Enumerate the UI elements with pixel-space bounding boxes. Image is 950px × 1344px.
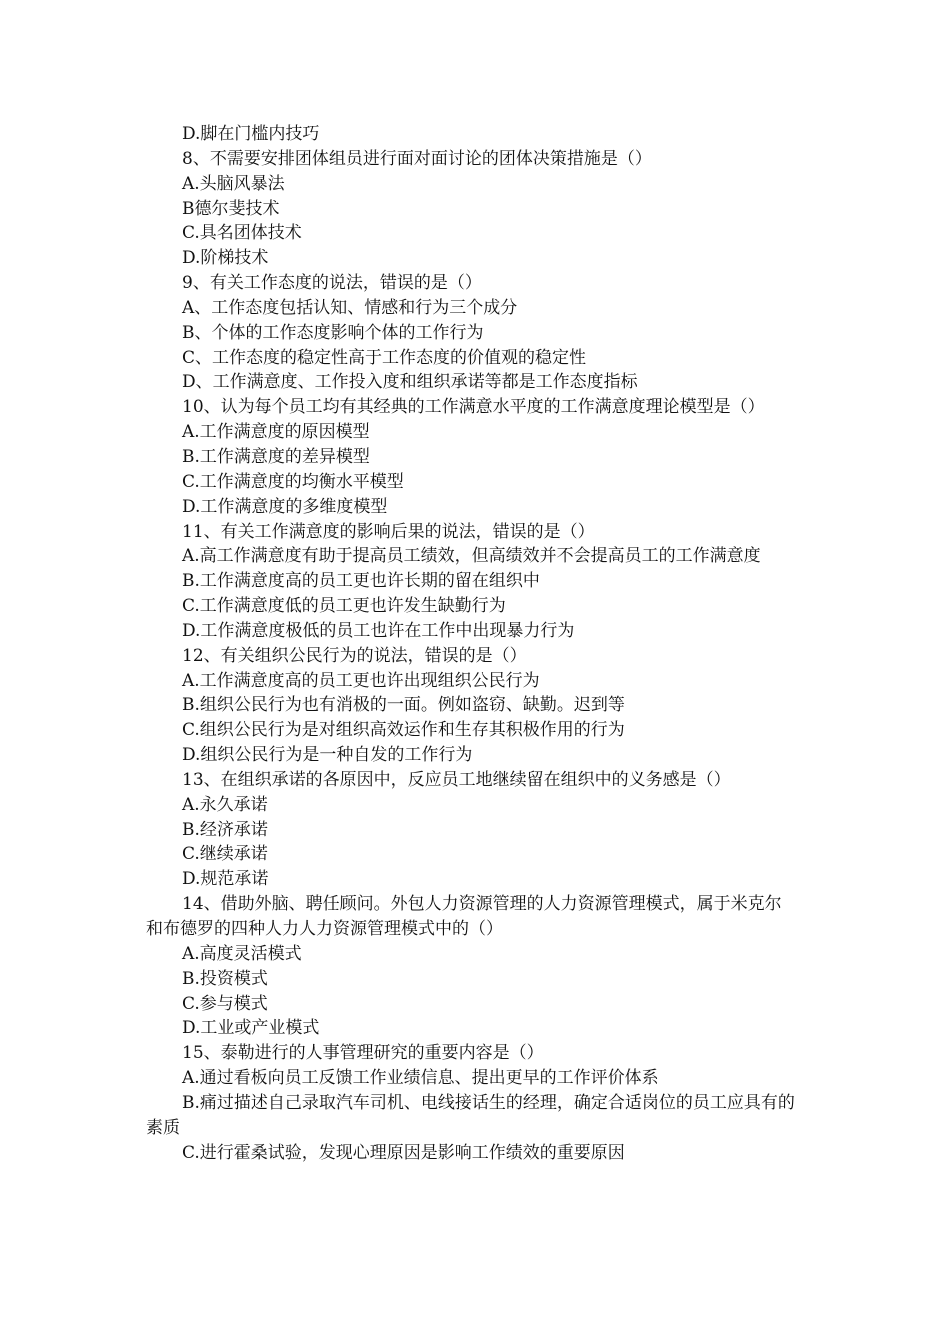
- text-line: D.规范承诺: [182, 869, 269, 890]
- text-line: 11、有关工作满意度的影响后果的说法，错误的是（）: [182, 521, 595, 542]
- text-line: A.通过看板向员工反馈工作业绩信息、提出更早的工作评价体系: [182, 1068, 659, 1089]
- text-line: C、工作态度的稳定性高于工作态度的价值观的稳定性: [182, 347, 587, 368]
- text-line: D.脚在门槛内技巧: [182, 124, 320, 144]
- text-line: C.继续承诺: [182, 844, 268, 865]
- text-line: B.投资模式: [182, 968, 268, 989]
- text-line: D.组织公民行为是一种自发的工作行为: [182, 745, 473, 766]
- text-line: D.工作满意度的多维度模型: [182, 496, 388, 517]
- text-line: D.工作满意度极低的员工也许在工作中出现暴力行为: [182, 620, 575, 641]
- text-line: 12、有关组织公民行为的说法，错误的是（）: [182, 645, 527, 666]
- text-line: C.工作满意度低的员工更也许发生缺勤行为: [182, 596, 506, 617]
- text-line: B.工作满意度的差异模型: [182, 446, 370, 467]
- text-line: C.参与模式: [182, 993, 268, 1014]
- text-line: B.痛过描述自己录取汽车司机、电线接话生的经理，确定合适岗位的员工应具有的素质: [146, 1092, 795, 1138]
- text-line: D.阶梯技术: [182, 248, 269, 269]
- text-line: B德尔斐技术: [182, 198, 280, 219]
- text-line: A.头脑风暴法: [182, 173, 285, 194]
- text-line: B.组织公民行为也有消极的一面。例如盗窃、缺勤。迟到等: [182, 695, 625, 716]
- text-line: C.进行霍桑试验，发现心理原因是影响工作绩效的重要原因: [182, 1142, 625, 1163]
- text-line: D.工业或产业模式: [182, 1018, 320, 1039]
- text-line: C.工作满意度的均衡水平模型: [182, 471, 404, 492]
- text-line: A.工作满意度高的员工更也许出现组织公民行为: [182, 670, 540, 691]
- text-line: 13、在组织承诺的各原因中，反应员工地继续留在组织中的义务感是（）: [182, 769, 731, 790]
- text-line: A、工作态度包括认知、情感和行为三个成分: [182, 297, 518, 318]
- text-line: A.工作满意度的原因模型: [182, 422, 370, 443]
- document-body: [146, 122, 798, 1165]
- text-line: B、个体的工作态度影响个体的工作行为: [182, 322, 484, 343]
- text-line: A.高度灵活模式: [182, 943, 302, 964]
- text-line: D、工作满意度、工作投入度和组织承诺等都是工作态度指标: [182, 372, 638, 393]
- text-line: 10、认为每个员工均有其经典的工作满意水平度的工作满意度理论模型是（）: [182, 397, 765, 418]
- text-line: 14、借助外脑、聘任顾问。外包人力资源管理的人力资源管理模式，属于米克尔和布德罗的四种人力人力资源管理模式中的（）: [146, 894, 782, 939]
- text-line: 9、有关工作态度的说法，错误的是（）: [182, 273, 482, 294]
- text-line: 8、不需要安排团体组员进行面对面讨论的团体决策措施是（）: [182, 148, 652, 169]
- text-line: A.高工作满意度有助于提高员工绩效，但高绩效并不会提高员工的工作满意度: [182, 546, 761, 567]
- text-line: A.永久承诺: [182, 794, 268, 815]
- text-line: B.工作满意度高的员工更也许长期的留在组织中: [182, 571, 540, 592]
- text-line: C.具名团体技术: [182, 223, 302, 244]
- text-line: 15、泰勒进行的人事管理研究的重要内容是（）: [182, 1043, 544, 1064]
- text-line: C.组织公民行为是对组织高效运作和生存其积极作用的行为: [182, 720, 625, 741]
- text-line: B.经济承诺: [182, 819, 268, 840]
